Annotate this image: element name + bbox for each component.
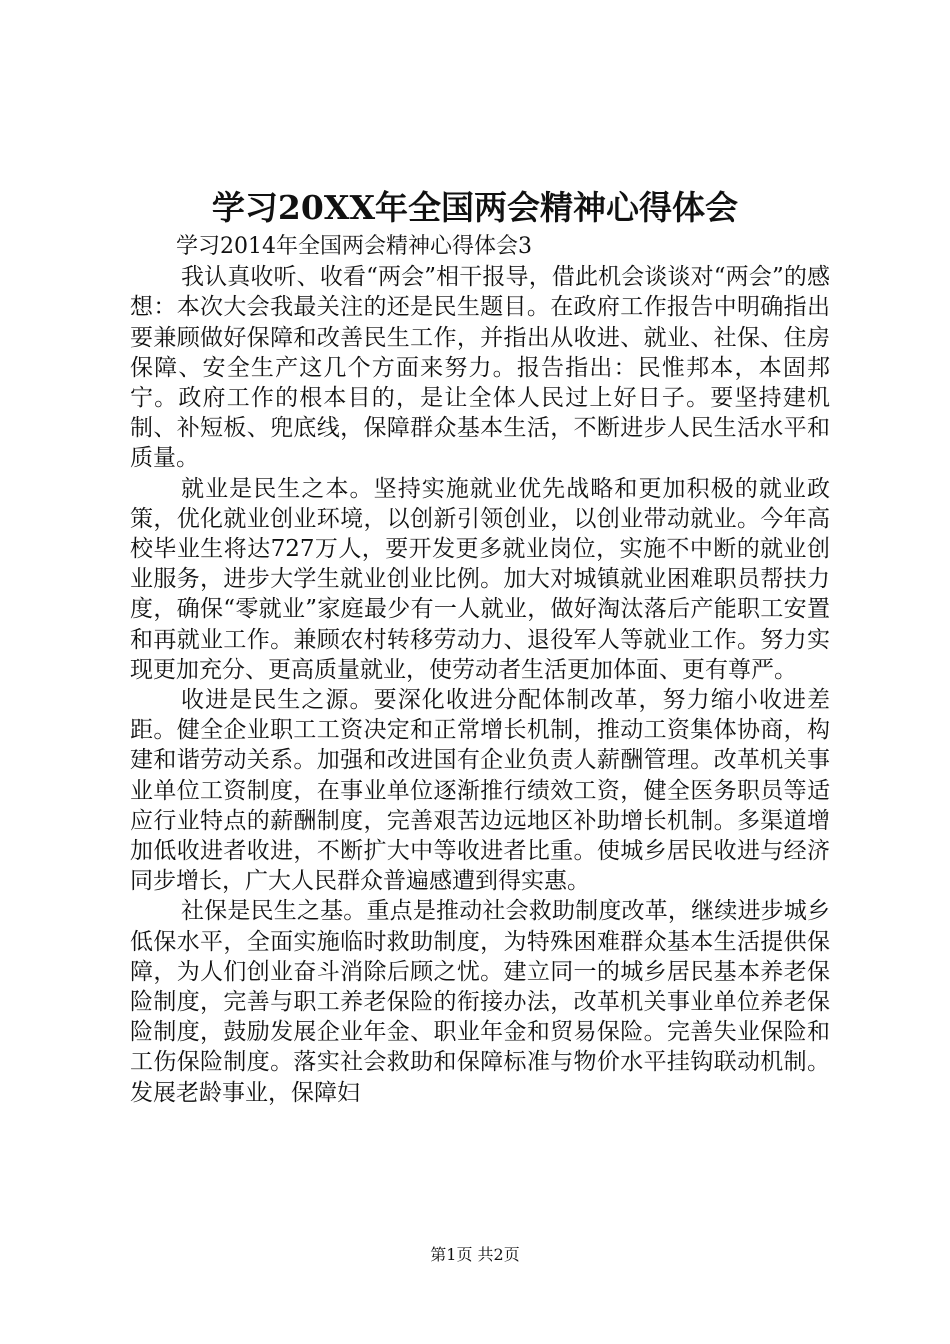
paragraph-income: 收进是民生之源。要深化收进分配体制改革，努力缩小收进差距。健全企业职工工资决定和正常增长机制，推动工资集体协商，构建和谐劳动关系。加强和改进国有企业负责人薪酬管理。改革机关事业单位工资制度，在事业单位逐渐推行绩效工资，健全医务职员等适应行业特点的薪酬制度，完善艰苦边远地区补助增长机制。多渠道增加低收进者收进，不断扩大中等收进者比重。使城乡居民收进与经济同步增长，广大人民群众普遍感遭到得实惠。 [130, 687, 830, 895]
paragraph-intro: 我认真收听、收看“两会”相干报导，借此机会谈谈对“两会”的感想：本次大会我最关注的还是民生题目。在政府工作报告中明确指出要兼顾做好保障和改善民生工作，并指出从收进、就业、社保、住房保障、安全生产这几个方面来努力。报告指出：民惟邦本，本固邦宁。政府工作的根本目的，是让全体人民过上好日子。要坚持建机制、补短板、兜底线，保障群众基本生活，不断进步人民生活水平和质量。 [130, 264, 830, 472]
document-title: 学习20XX年全国两会精神心得体会 [211, 188, 739, 227]
document-subtitle: 学习2014年全国两会精神心得体会3 [176, 234, 532, 259]
paragraph-social-security: 社保是民生之基。重点是推动社会救助制度改革，继续进步城乡低保水平，全面实施临时救助制度，为特殊困难群众基本生活提供保障，为人们创业奋斗消除后顾之忧。建立同一的城乡居民基本养老保险制度，完善与职工养老保险的衔接办法，改革机关事业单位养老保险制度，鼓励发展企业年金、职业年金和贸易保险。完善失业保险和工伤保险制度。落实社会救助和保障标准与物价水平挂钩联动机制。发展老龄事业，保障妇 [130, 898, 830, 1106]
paragraph-employment: 就业是民生之本。坚持实施就业优先战略和更加积极的就业政策，优化就业创业环境，以创新引领创业，以创业带动就业。今年高校毕业生将达727万人，要开发更多就业岗位，实施不中断的就业创业服务，进步大学生就业创业比例。加大对城镇就业困难职员帮扶力度，确保“零就业”家庭最少有一人就业，做好淘汰落后产能职工安置和再就业工作。兼顾农村转移劳动力、退役军人等就业工作。努力实现更加充分、更高质量就业，使劳动者生活更加体面、更有尊严。 [130, 475, 830, 683]
page-footer: 第1页 共2页 [430, 1245, 520, 1264]
document-body [130, 232, 830, 1108]
